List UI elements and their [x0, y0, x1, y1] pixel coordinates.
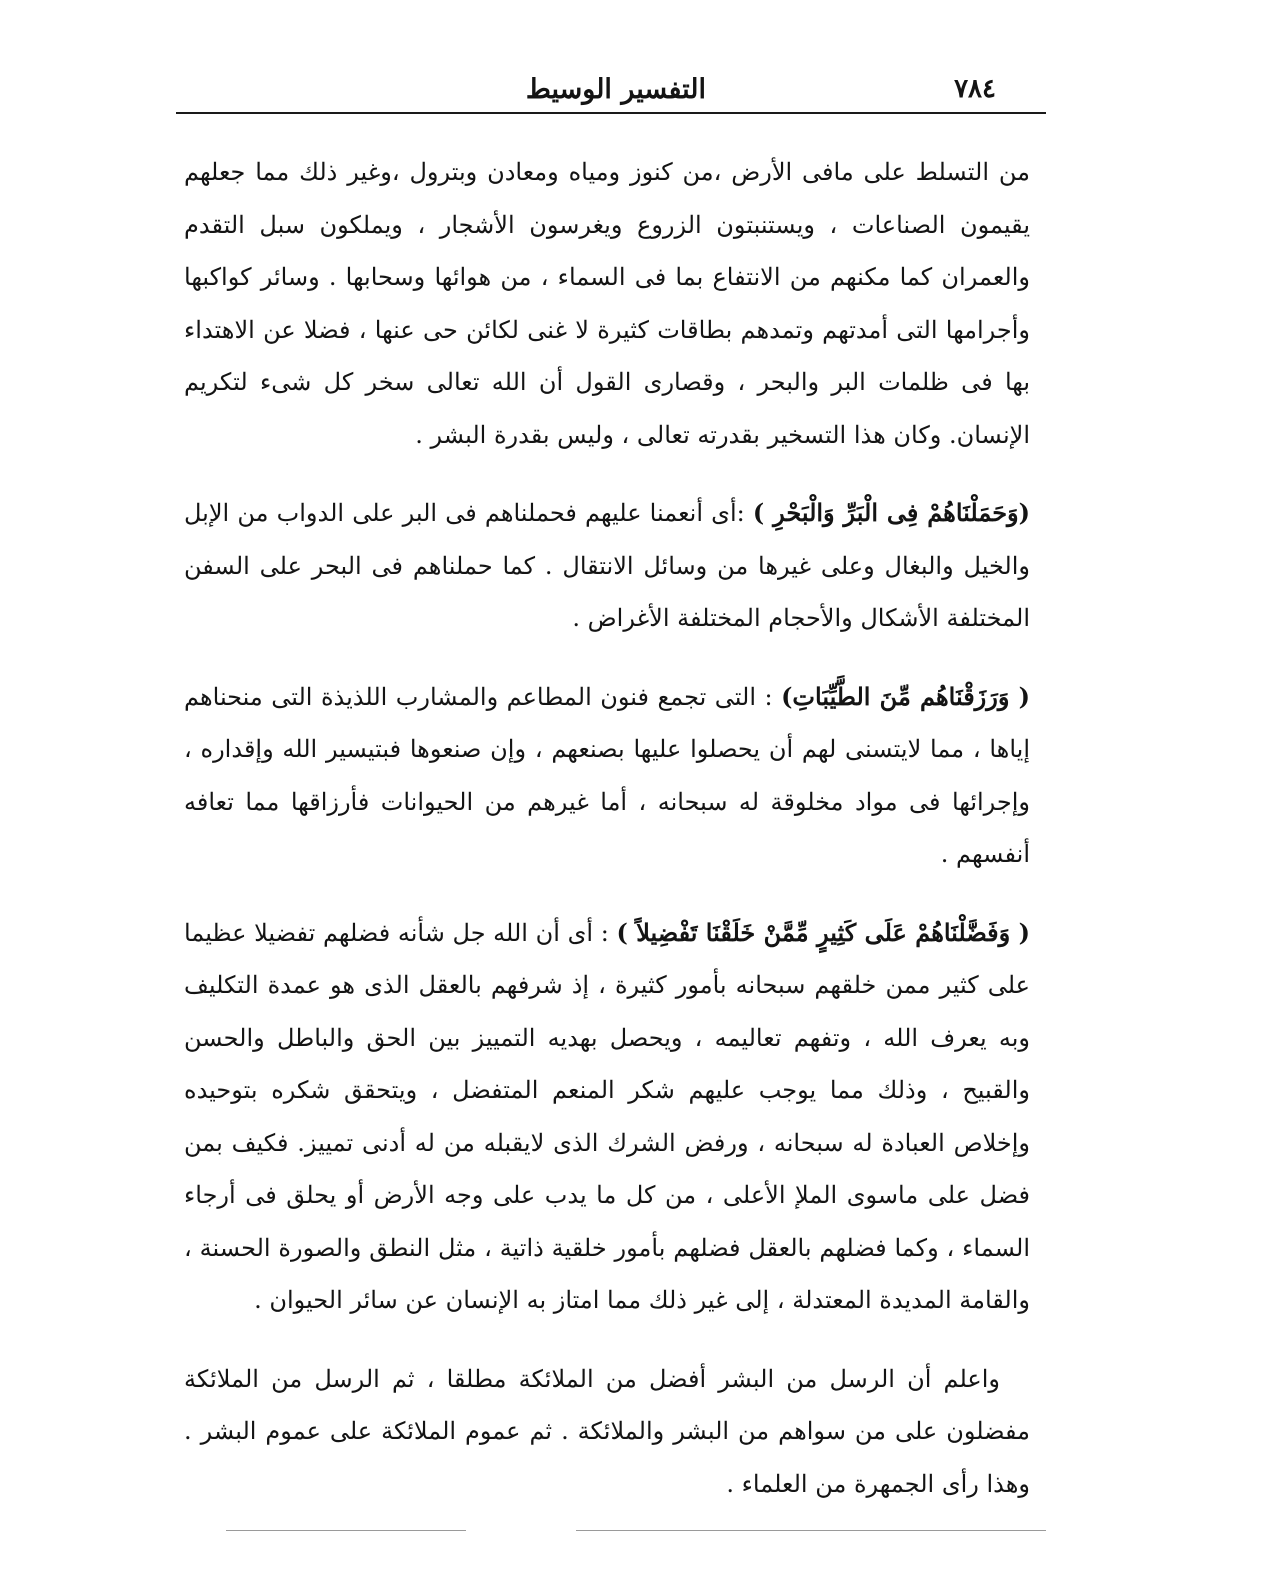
body-text — [184, 146, 1030, 1510]
paragraph-preferred-over-many — [184, 907, 1030, 1327]
running-title: التفسير الوسيط — [525, 74, 706, 105]
quran-quote: ( وَرَزَقْنَاهُم مِّنَ الطَّيِّبَاتِ) — [781, 681, 1030, 711]
page-number: ٧٨٤ — [954, 74, 996, 104]
paragraph-text: واعلم أن الرسل من البشر أفضل من الملائكة مطلقا ، ثم الرسل من الملائكة مفضلون على من سواهم من البشر والملائكة . ثم عموم الملائكة على عموم البشر . وهذا رأى الجمهرة من العلماء . — [184, 1364, 1030, 1498]
paragraph-text: : أى أن الله جل شأنه فضلهم تفضيلا عظيما على كثير ممن خلقهم سبحانه بأمور كثيرة ، إذ شرفهم بالعقل الذى هو عمدة التكليف وبه يعرف الله ، وتفهم تعاليمه ، ويحصل بهديه التمييز بين الحق والباطل والحسن والقبيح ، وذلك مما يوجب عليهم شكر المنعم المتفضل ، ويتحقق شكره بتوحيده وإخلاص العبادة له سبحانه ، ورفض الشرك الذى لايقبله من له أدنى تمييز. فكيف بمن فضل على ماسوى الملإ الأعلى ، من كل ما يدب على وجه الأرض أو يحلق فى أرجاء السماء ، وكما فضلهم بالعقل فضلهم بأمور خلقية ذاتية ، مثل النطق والصورة الحسنة ، والقامة المديدة المعتدلة ، إلى غير ذلك مما امتاز به الإنسان عن سائر الحيوان . — [184, 918, 1030, 1314]
header-divider — [176, 112, 1046, 114]
paragraph-continuation — [184, 146, 1030, 461]
paragraph-carried-in-land-and-sea — [184, 487, 1030, 645]
paragraph-text: من التسلط على مافى الأرض ،من كنوز ومياه ومعادن وبترول ،وغير ذلك مما جعلهم يقيمون الصناعات ، ويستنبتون الزروع ويغرسون الأشجار ، ويملكون سبل التقدم والعمران كما مكنهم من الانتفاع بما فى السماء ، من هوائها وسحابها . وسائر كواكبها وأجرامها التى أمدتهم وتمدهم بطاقات كثيرة لا غنى لكائن حى عنها ، فضلا عن الاهتداء بها فى ظلمات البر والبحر ، وقصارى القول أن الله تعالى سخر كل شىء لتكريم الإنسان. وكان هذا التسخير بقدرته تعالى ، وليس بقدرة البشر . — [184, 158, 1031, 449]
page-header — [176, 72, 1046, 110]
paragraph-provided-good-things — [184, 671, 1030, 881]
paragraph-text: :أى أنعمنا عليهم فحملناهم فى البر على الدواب من الإبل والخيل والبغال وعلى غيرها من وسائل الانتقال . كما حملناهم فى البحر على السفن المختلفة الأشكال والأحجام المختلفة الأغراض . — [184, 499, 1031, 632]
quran-quote: ( وَفَضَّلْنَاهُمْ عَلَى كَثِيرٍ مِّمَّنْ خَلَقْنَا تَفْضِيلاً ) — [616, 917, 1030, 947]
quran-quote: (وَحَمَلْنَاهُمْ فِى الْبَرِّ وَالْبَحْرِ ) — [752, 498, 1030, 527]
footer-line — [576, 1530, 1046, 1531]
paragraph-text: : التى تجمع فنون المطاعم والمشارب اللذيذة التى منحناهم إياها ، مما لايتسنى لهم أن يحصلوا عليها بصنعهم ، وإن صنعوها فبتيسير الله وإقداره ، وإجرائها فى مواد مخلوقة له سبحانه ، أما غيرهم من الحيوانات فأرزاقها مما تعافه أنفسهم . — [184, 682, 1030, 868]
paragraph-conclusion — [184, 1353, 1030, 1511]
footer-line — [226, 1530, 466, 1531]
